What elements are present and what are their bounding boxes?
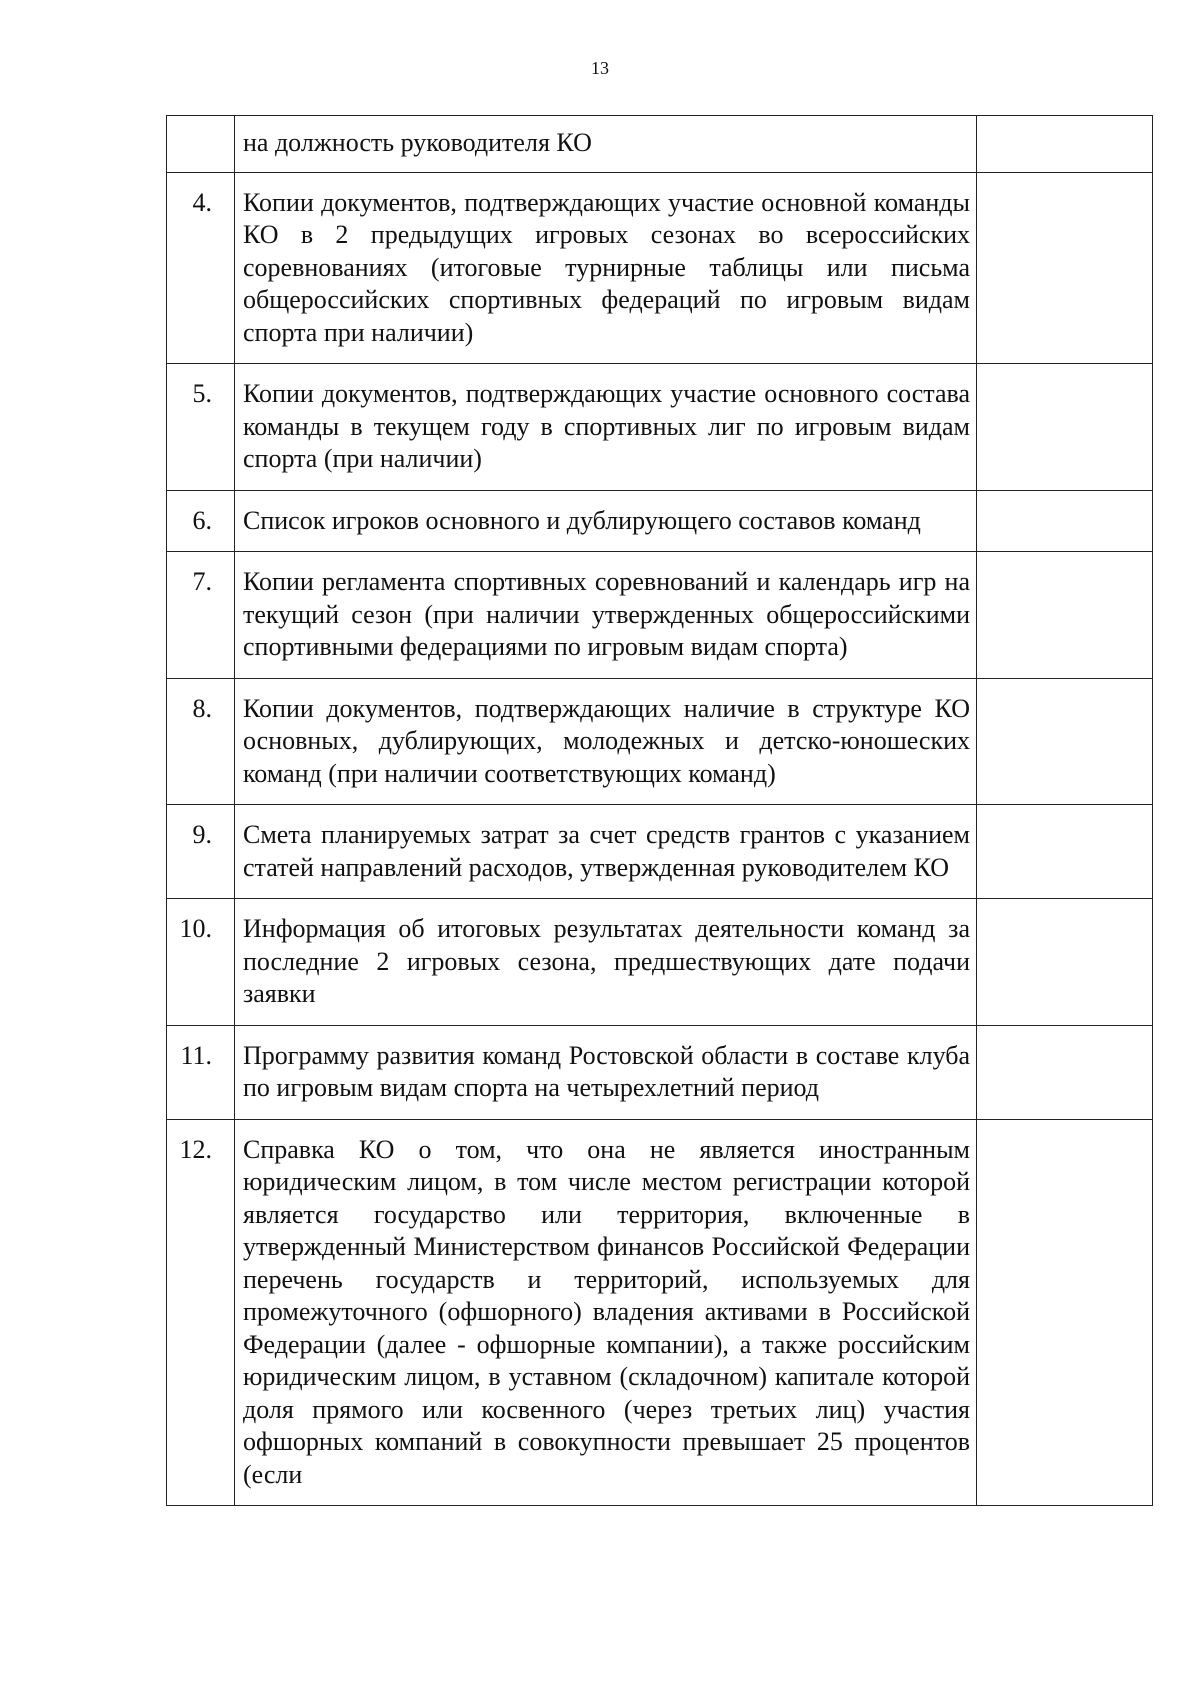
requirements-table [166, 115, 1153, 1506]
row-note [977, 678, 1153, 805]
row-note [977, 1025, 1153, 1119]
row-text: Копии регламента спортивных соревнований и календарь игр на текущий сезон (при наличии утвержденных общероссийскими спортивными федерациями по игровым видам спорта) [235, 552, 977, 679]
table-row [167, 1119, 1153, 1506]
row-number: 8. [167, 678, 235, 805]
row-note [977, 490, 1153, 552]
row-number: 12. [167, 1119, 235, 1506]
row-number: 5. [167, 364, 235, 491]
row-text: Копии документов, подтверждающих участие основного состава команды в текущем году в спортивных лиг по игровым видам спорта (при наличии) [235, 364, 977, 491]
row-text: Копии документов, подтверждающих участие основной команды КО в 2 предыдущих игровых сезонах во всероссийских соревнованиях (итоговые турнирные таблицы или письма общероссийских спортивных федераций по игровым видам спорта при наличии) [235, 172, 977, 364]
row-note [977, 116, 1153, 173]
row-number: 11. [167, 1025, 235, 1119]
row-text: Список игроков основного и дублирующего составов команд [235, 490, 977, 552]
row-number: 10. [167, 899, 235, 1026]
row-note [977, 364, 1153, 491]
row-number: 9. [167, 805, 235, 899]
row-number: 6. [167, 490, 235, 552]
row-note [977, 899, 1153, 1026]
table-row [167, 805, 1153, 899]
page-number: 13 [591, 58, 609, 78]
table-row [167, 490, 1153, 552]
table-row [167, 172, 1153, 364]
row-text: Информация об итоговых результатах деятельности команд за последние 2 игровых сезона, предшествующих дате подачи заявки [235, 899, 977, 1026]
row-note [977, 805, 1153, 899]
row-note [977, 172, 1153, 364]
table-row [167, 116, 1153, 173]
table-row [167, 364, 1153, 491]
row-number: 7. [167, 552, 235, 679]
table-row [167, 678, 1153, 805]
row-number: 4. [167, 172, 235, 364]
row-text: Смета планируемых затрат за счет средств грантов с указанием статей направлений расходов, утвержденная руководителем КО [235, 805, 977, 899]
row-text: Программу развития команд Ростовской области в составе клуба по игровым видам спорта на четырехлетний период [235, 1025, 977, 1119]
table-row [167, 552, 1153, 679]
row-number [167, 116, 235, 173]
row-text: на должность руководителя КО [235, 116, 977, 173]
row-text: Копии документов, подтверждающих наличие в структуре КО основных, дублирующих, молодежных и детско-юношеских команд (при наличии соответствующих команд) [235, 678, 977, 805]
table-row [167, 1025, 1153, 1119]
row-text: Справка КО о том, что она не является иностранным юридическим лицом, в том числе местом регистрации которой является государство или территория, включенные в утвержденный Министерством финансов Российской Федерации перечень государств и территорий, используемых для промежуточного (офшорного) владения активами в Российской Федерации (далее - офшорные компании), а также российским юридическим лицом, в уставном (складочном) капитале которой доля прямого или косвенного (через третьих лиц) участия офшорных компаний в совокупности превышает 25 процентов (если [235, 1119, 977, 1506]
row-note [977, 1119, 1153, 1506]
row-note [977, 552, 1153, 679]
table-row [167, 899, 1153, 1026]
